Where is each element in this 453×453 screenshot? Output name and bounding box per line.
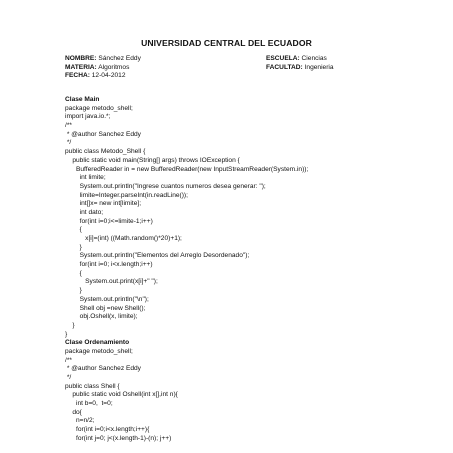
code-line: n=n/2; — [65, 417, 95, 425]
faculty-label: FACULTAD: — [266, 63, 303, 71]
code-line: } — [65, 243, 82, 251]
code-line: for(int i=0; i<x.length;i++) — [65, 261, 153, 269]
code-line: } — [65, 287, 82, 295]
faculty-value: Ingenieria — [304, 63, 334, 71]
subject-value: Algoritmos — [98, 63, 130, 71]
code-line: System.out.print(x[i]+" "); — [65, 278, 158, 286]
code-line: do{ — [65, 408, 82, 416]
code-line: int limite; — [65, 174, 106, 182]
code-line: Shell obj =new Shell(); — [65, 304, 146, 312]
code-line: System.out.println("Elementos del Arreglo Desordenado"); — [65, 252, 250, 260]
code-line: int[]x= new int[limite]; — [65, 200, 142, 208]
date-label: FECHA: — [65, 72, 90, 80]
date-value: 12-04-2012 — [91, 72, 126, 80]
school-label: ESCUELA: — [266, 55, 300, 62]
code-line: /** — [65, 356, 72, 364]
section-heading: Clase Ordenamiento — [65, 339, 130, 347]
code-line: /** — [65, 122, 72, 130]
section-heading: Clase Main — [65, 96, 100, 103]
code-line: int b=0, t=0; — [65, 400, 113, 408]
code-line: obj.Oshell(x, limite); — [65, 313, 138, 321]
name-field — [65, 55, 141, 64]
code-listing — [65, 96, 445, 444]
code-line: import java.io.*; — [65, 113, 111, 121]
code-line: package metodo_shell; — [65, 104, 133, 112]
code-line: System.out.println("\n"); — [65, 295, 149, 303]
school-value: Ciencias — [301, 55, 327, 62]
code-line: * @author Sanchez Eddy — [65, 130, 141, 138]
code-line: for(int i=0;i<=limite-1;i++) — [65, 217, 153, 225]
code-line: * @author Sanchez Eddy — [65, 365, 141, 373]
code-line: int dato; — [65, 208, 104, 216]
code-line: public class Metodo_Shell { — [65, 148, 146, 156]
code-line: */ — [65, 139, 72, 147]
subject-label: MATERIA: — [65, 63, 97, 71]
code-line: package metodo_shell; — [65, 347, 133, 355]
name-value: Sánchez Eddy — [98, 55, 141, 62]
code-line: { — [65, 226, 82, 234]
date-field — [65, 72, 126, 81]
code-line: for(int i=0;i<x.length;i++){ — [65, 426, 150, 434]
field-row — [65, 72, 395, 81]
code-line: } — [65, 321, 75, 329]
code-line: BufferedReader in = new BufferedReader(new InputStreamReader(System.in)); — [65, 165, 309, 173]
code-line: public static void Oshell(int x[],int n){ — [65, 391, 178, 399]
faculty-field — [266, 64, 334, 73]
code-line: x[i]=(int) ((Math.random()*20)+1); — [65, 235, 182, 242]
code-line: for(int j=0; j<(x.length-1)-(n); j++) — [65, 434, 172, 442]
code-line: limite=Integer.parseInt(in.readLine()); — [65, 191, 188, 199]
field-row — [65, 55, 395, 64]
school-field — [266, 55, 327, 64]
header-fields — [65, 55, 395, 81]
code-line: */ — [65, 374, 72, 381]
code-line: { — [65, 269, 82, 277]
code-line: public class Shell { — [65, 382, 120, 390]
document-title: UNIVERSIDAD CENTRAL DEL ECUADOR — [141, 38, 312, 48]
name-label: NOMBRE: — [65, 55, 97, 62]
code-line: System.out.println("Ingrese cuantos numeros desea generar: "); — [65, 182, 266, 190]
subject-field — [65, 64, 129, 73]
field-row — [65, 64, 395, 73]
code-line: public static void main(String[] args) throws IOException { — [65, 156, 240, 164]
code-line: } — [65, 330, 68, 338]
